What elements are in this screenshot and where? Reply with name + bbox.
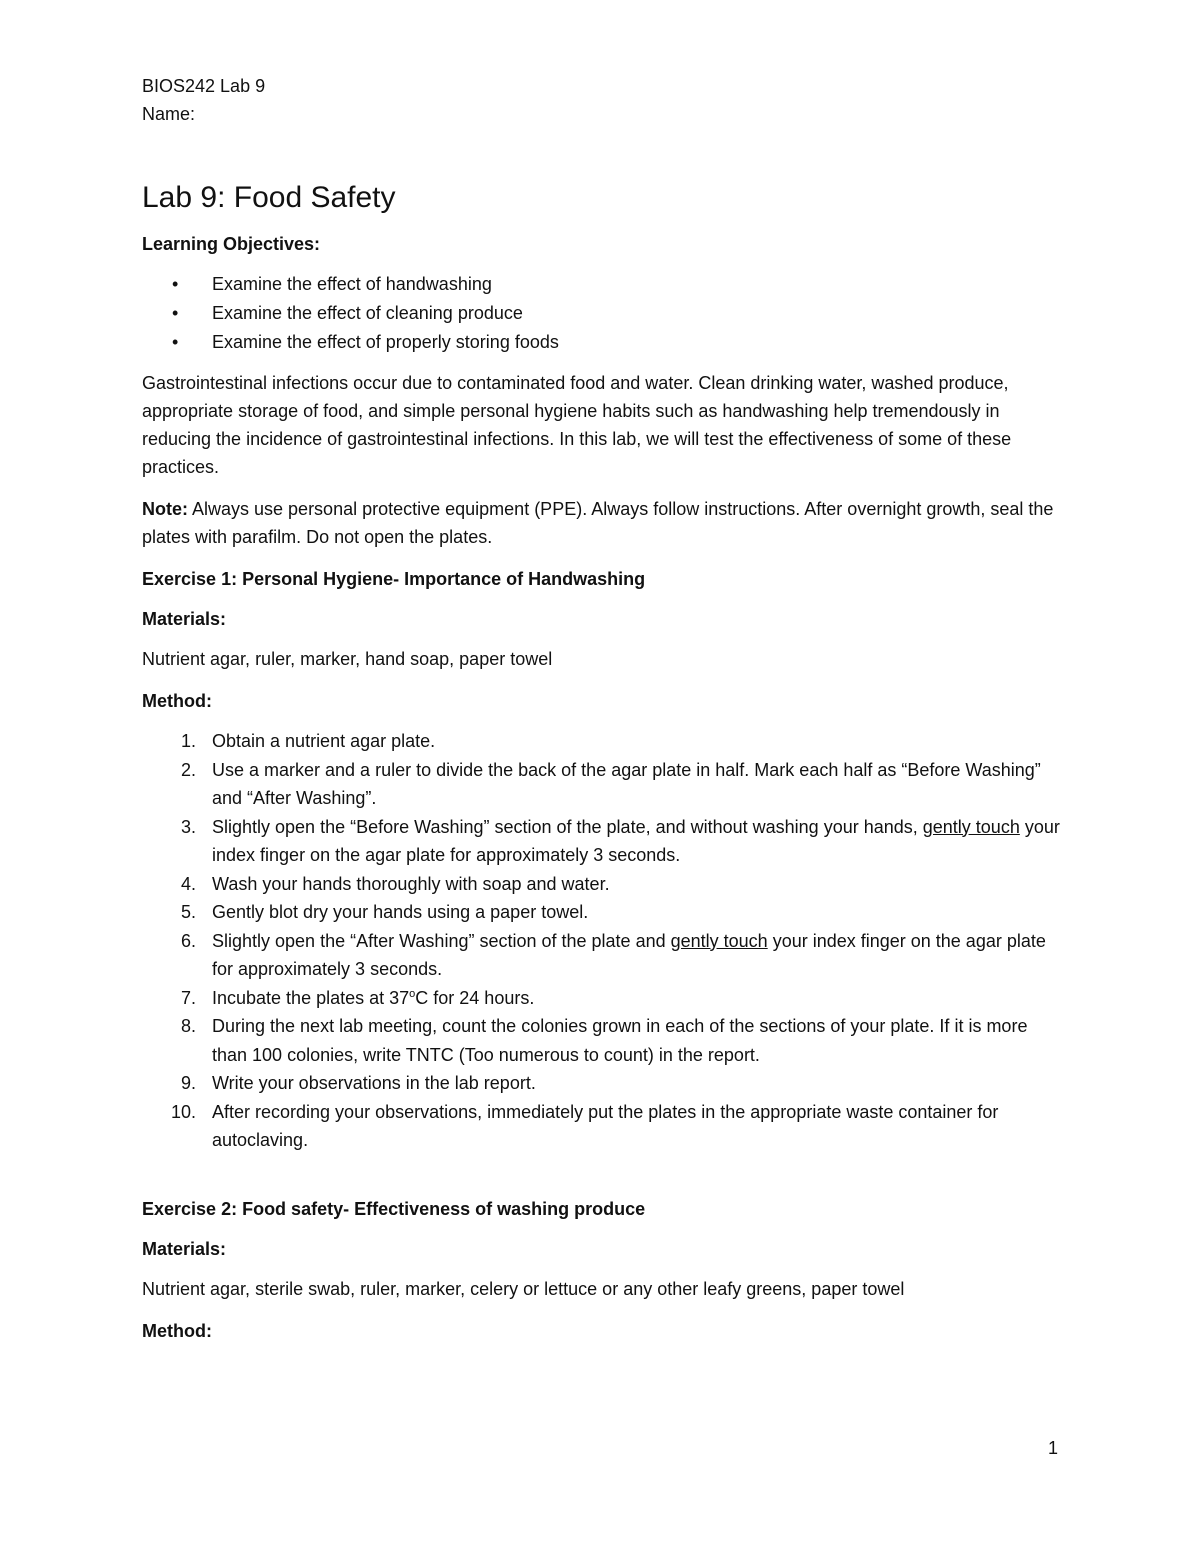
note-paragraph [142,495,1062,551]
exercise1-heading: Exercise 1: Personal Hygiene- Importance of Handwashing [142,569,646,589]
exercise2-materials-label: Materials: [142,1238,227,1259]
objectives-heading: Learning Objectives: [142,234,321,254]
list-item: 8. During the next lab meeting, count the colonies grown in each of the sections of your plate. If it is more than 100 colonies, write TNTC (Too numerous to count) in the report. [180,1016,1028,1065]
course-header: BIOS242 Lab 9 [142,76,266,96]
exercise1-steps [142,727,1062,1155]
exercise2-heading: Exercise 2: Food safety- Effectiveness of washing produce [142,1198,646,1219]
list-item: 3. Slightly open the “Before Washing” section of the plate, and without washing your hands, gently touch your index finger on the agar plate for approximately 3 seconds. [180,816,1060,865]
page-number: 1 [1047,1438,1058,1458]
list-item: 7. Incubate the plates at 37$^o$C for 24 hours. [180,987,535,1008]
list-item: • Examine the effect of cleaning produce [142,299,1062,328]
exercise2-materials: Nutrient agar, sterile swab, ruler, marker, celery or lettuce or any other leafy greens, paper towel [142,1278,905,1299]
list-item: 10. After recording your observations, immediately put the plates in the appropriate waste container for autoclaving. [170,1101,999,1150]
exercise1-materials-label: Materials: [142,609,227,629]
exercise1-method-label: Method: [142,691,212,711]
page-content [142,72,1062,1357]
list-item: 6. Slightly open the “After Washing” section of the plate and gently touch your index finger on the agar plate for approximately 3 seconds. [180,930,1046,979]
bullet-icon: • [172,332,179,352]
page-title: Lab 9: Food Safety [142,181,396,214]
list-item: • Examine the effect of handwashing [142,270,1062,299]
bullet-icon: • [172,274,179,294]
exercise2-method-label: Method: [142,1320,212,1341]
list-item: 9. Write your observations in the lab report. [180,1073,536,1093]
name-label: Name: [142,104,196,124]
objectives-list [142,270,1062,357]
list-item: 1. Obtain a nutrient agar plate. [180,731,436,751]
emphasis-underline: gently touch [922,816,1020,837]
exercise1-materials: Nutrient agar, ruler, marker, hand soap, paper towel [142,649,553,669]
note-label: Note: [142,499,188,519]
bullet-icon: • [172,303,179,323]
list-item: • Examine the effect of properly storing foods [142,328,1062,357]
list-item: 5. Gently blot dry your hands using a paper towel. [180,902,589,922]
intro-paragraph: Gastrointestinal infections occur due to contaminated food and water. Clean drinking water, washed produce, appropriate storage of food, and simple personal hygiene habits such as handwashing help tremendously in reducing the incidence of gastrointestinal infections. In this lab, we will test the effectiveness of some of these practices. [142,373,1012,477]
degree-superscript: o [409,987,416,1000]
emphasis-underline: gently touch [670,930,768,951]
list-item: 4. Wash your hands thoroughly with soap and water. [180,873,610,894]
note-text: Always use personal protective equipment (PPE). Always follow instructions. After overnight growth, seal the plates with parafilm. Do not open the plates. [142,499,1054,547]
list-item: 2. Use a marker and a ruler to divide the back of the agar plate in half. Mark each half as “Before Washing” and “After Washing”. [180,759,1041,808]
